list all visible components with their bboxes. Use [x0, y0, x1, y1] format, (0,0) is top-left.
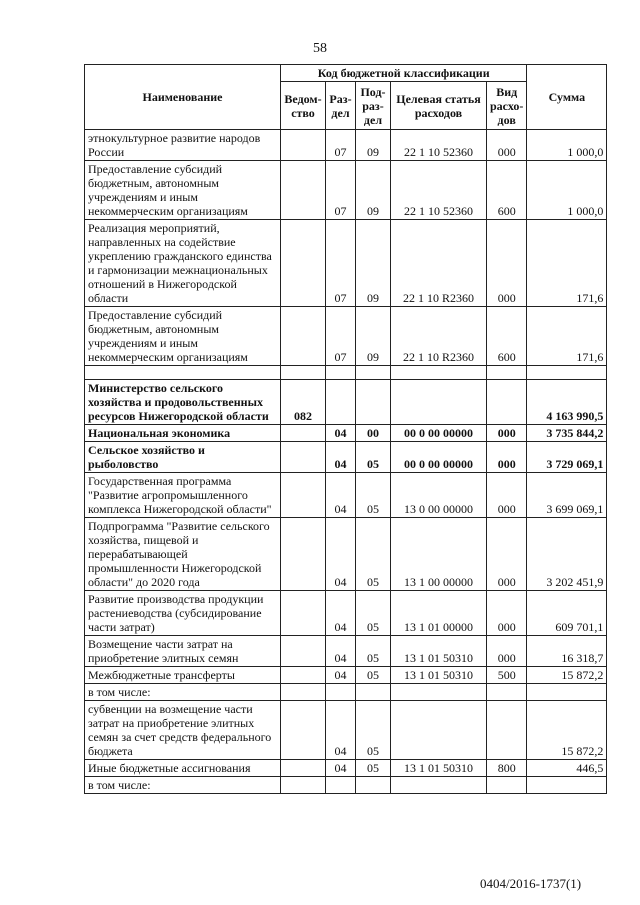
cell-pod: 05 — [356, 442, 391, 473]
cell-ved — [281, 425, 326, 442]
cell-cel: 00 0 00 00000 — [391, 425, 487, 442]
cell-cel: 22 1 10 52360 — [391, 161, 487, 220]
cell-pod — [356, 684, 391, 701]
cell-ved — [281, 473, 326, 518]
cell-cel — [391, 684, 487, 701]
header-vid: Вид расхо-дов — [487, 82, 527, 130]
table-row — [85, 366, 607, 380]
cell-cel: 13 1 01 50310 — [391, 636, 487, 667]
cell-ved — [281, 442, 326, 473]
table-row — [85, 684, 607, 701]
table-row — [85, 518, 607, 591]
cell-sum — [527, 684, 607, 701]
table-row — [85, 591, 607, 636]
cell-sum: 16 318,7 — [527, 636, 607, 667]
cell-vid: 000 — [487, 220, 527, 307]
cell-sum: 609 701,1 — [527, 591, 607, 636]
cell-ved — [281, 684, 326, 701]
cell-vid — [487, 777, 527, 794]
cell-raz — [326, 366, 356, 380]
cell-vid: 000 — [487, 591, 527, 636]
cell-ved — [281, 366, 326, 380]
cell-vid — [487, 684, 527, 701]
cell-sum: 3 202 451,9 — [527, 518, 607, 591]
cell-cel: 13 1 01 50310 — [391, 760, 487, 777]
cell-cel: 00 0 00 00000 — [391, 442, 487, 473]
cell-pod: 05 — [356, 636, 391, 667]
cell-sum: 3 735 844,2 — [527, 425, 607, 442]
cell-vid: 600 — [487, 161, 527, 220]
cell-raz: 07 — [326, 307, 356, 366]
table-row — [85, 667, 607, 684]
table-row — [85, 380, 607, 425]
cell-cel: 13 1 01 50310 — [391, 667, 487, 684]
cell-name: в том числе: — [85, 684, 281, 701]
cell-sum: 446,5 — [527, 760, 607, 777]
cell-sum: 1 000,0 — [527, 130, 607, 161]
table-row — [85, 701, 607, 760]
cell-pod: 09 — [356, 307, 391, 366]
table-body — [85, 130, 607, 794]
table-row — [85, 161, 607, 220]
cell-sum: 3 699 069,1 — [527, 473, 607, 518]
cell-cel: 13 1 00 00000 — [391, 518, 487, 591]
cell-raz: 04 — [326, 442, 356, 473]
table-row — [85, 130, 607, 161]
cell-sum — [527, 777, 607, 794]
cell-name: Государственная программа "Развитие агропромышленного комплекса Нижегородской области" — [85, 473, 281, 518]
cell-name: Предоставление субсидий бюджетным, автономным учреждениям и иным некоммерческим организациям — [85, 307, 281, 366]
cell-pod: 05 — [356, 701, 391, 760]
cell-ved — [281, 161, 326, 220]
cell-pod: 05 — [356, 518, 391, 591]
cell-sum: 15 872,2 — [527, 667, 607, 684]
cell-name: Сельское хозяйство и рыболовство — [85, 442, 281, 473]
cell-ved — [281, 636, 326, 667]
cell-pod: 05 — [356, 473, 391, 518]
table-row — [85, 473, 607, 518]
table-row — [85, 307, 607, 366]
cell-raz: 04 — [326, 518, 356, 591]
cell-cel — [391, 380, 487, 425]
header-code-group: Код бюджетной классификации — [281, 65, 527, 82]
cell-pod: 05 — [356, 667, 391, 684]
cell-vid — [487, 701, 527, 760]
cell-ved — [281, 591, 326, 636]
cell-sum: 15 872,2 — [527, 701, 607, 760]
cell-raz: 04 — [326, 701, 356, 760]
cell-sum — [527, 366, 607, 380]
cell-name: в том числе: — [85, 777, 281, 794]
cell-name: Межбюджетные трансферты — [85, 667, 281, 684]
cell-cel: 13 1 01 00000 — [391, 591, 487, 636]
cell-raz: 04 — [326, 591, 356, 636]
cell-pod: 09 — [356, 220, 391, 307]
cell-pod: 05 — [356, 760, 391, 777]
cell-sum: 171,6 — [527, 220, 607, 307]
document-code: 0404/2016-1737(1) — [480, 876, 582, 891]
page-number: 58 — [313, 41, 327, 56]
cell-pod: 00 — [356, 425, 391, 442]
cell-cel — [391, 701, 487, 760]
cell-pod — [356, 366, 391, 380]
cell-ved — [281, 701, 326, 760]
cell-raz: 04 — [326, 667, 356, 684]
cell-raz — [326, 684, 356, 701]
cell-sum: 171,6 — [527, 307, 607, 366]
header-podrazdel: Под-раз-дел — [356, 82, 391, 130]
header-razdel: Раз-дел — [326, 82, 356, 130]
cell-name: Возмещение части затрат на приобретение элитных семян — [85, 636, 281, 667]
cell-sum: 1 000,0 — [527, 161, 607, 220]
cell-ved — [281, 777, 326, 794]
cell-vid: 600 — [487, 307, 527, 366]
cell-cel — [391, 777, 487, 794]
header-sum: Сумма — [527, 65, 607, 130]
cell-pod: 09 — [356, 161, 391, 220]
cell-cel — [391, 366, 487, 380]
cell-vid: 000 — [487, 442, 527, 473]
cell-raz: 07 — [326, 220, 356, 307]
cell-name: Развитие производства продукции растениеводства (субсидирование части затрат) — [85, 591, 281, 636]
cell-vid: 000 — [487, 473, 527, 518]
cell-vid: 000 — [487, 518, 527, 591]
header-name: Наименование — [85, 65, 281, 130]
cell-cel: 22 1 10 R2360 — [391, 220, 487, 307]
cell-vid: 000 — [487, 130, 527, 161]
cell-vid — [487, 366, 527, 380]
cell-pod: 09 — [356, 130, 391, 161]
cell-vid: 000 — [487, 425, 527, 442]
cell-name: субвенции на возмещение части затрат на приобретение элитных семян за счет средств федерального бюджета — [85, 701, 281, 760]
table-row — [85, 442, 607, 473]
cell-ved — [281, 307, 326, 366]
cell-name: этнокультурное развитие народов России — [85, 130, 281, 161]
cell-raz: 04 — [326, 760, 356, 777]
cell-raz: 04 — [326, 636, 356, 667]
cell-name: Иные бюджетные ассигнования — [85, 760, 281, 777]
cell-raz: 07 — [326, 130, 356, 161]
table-row — [85, 636, 607, 667]
table-row — [85, 777, 607, 794]
cell-raz: 07 — [326, 161, 356, 220]
budget-table — [84, 64, 607, 794]
table-row — [85, 220, 607, 307]
header-celevaya: Целевая статья расходов — [391, 82, 487, 130]
cell-ved — [281, 220, 326, 307]
cell-name: Национальная экономика — [85, 425, 281, 442]
cell-ved — [281, 518, 326, 591]
cell-name — [85, 366, 281, 380]
cell-vid — [487, 380, 527, 425]
cell-raz — [326, 777, 356, 794]
cell-raz — [326, 380, 356, 425]
cell-sum: 4 163 990,5 — [527, 380, 607, 425]
table-row — [85, 760, 607, 777]
cell-raz: 04 — [326, 425, 356, 442]
cell-pod — [356, 380, 391, 425]
header-vedomstvo: Ведом-ство — [281, 82, 326, 130]
cell-ved — [281, 667, 326, 684]
cell-raz: 04 — [326, 473, 356, 518]
cell-ved — [281, 130, 326, 161]
cell-pod — [356, 777, 391, 794]
cell-vid: 800 — [487, 760, 527, 777]
cell-pod: 05 — [356, 591, 391, 636]
cell-vid: 500 — [487, 667, 527, 684]
cell-ved — [281, 760, 326, 777]
cell-cel: 22 1 10 R2360 — [391, 307, 487, 366]
table-row — [85, 425, 607, 442]
cell-ved: 082 — [281, 380, 326, 425]
cell-name: Реализация мероприятий, направленных на содействие укреплению гражданского единства и гармонизации межнациональных отношений в Нижегородской области — [85, 220, 281, 307]
cell-name: Министерство сельского хозяйства и продовольственных ресурсов Нижегородской области — [85, 380, 281, 425]
cell-cel: 22 1 10 52360 — [391, 130, 487, 161]
cell-vid: 000 — [487, 636, 527, 667]
cell-name: Подпрограмма "Развитие сельского хозяйства, пищевой и перерабатывающей промышленности Нижегородской области" до 2020 года — [85, 518, 281, 591]
cell-name: Предоставление субсидий бюджетным, автономным учреждениям и иным некоммерческим организациям — [85, 161, 281, 220]
cell-sum: 3 729 069,1 — [527, 442, 607, 473]
cell-cel: 13 0 00 00000 — [391, 473, 487, 518]
